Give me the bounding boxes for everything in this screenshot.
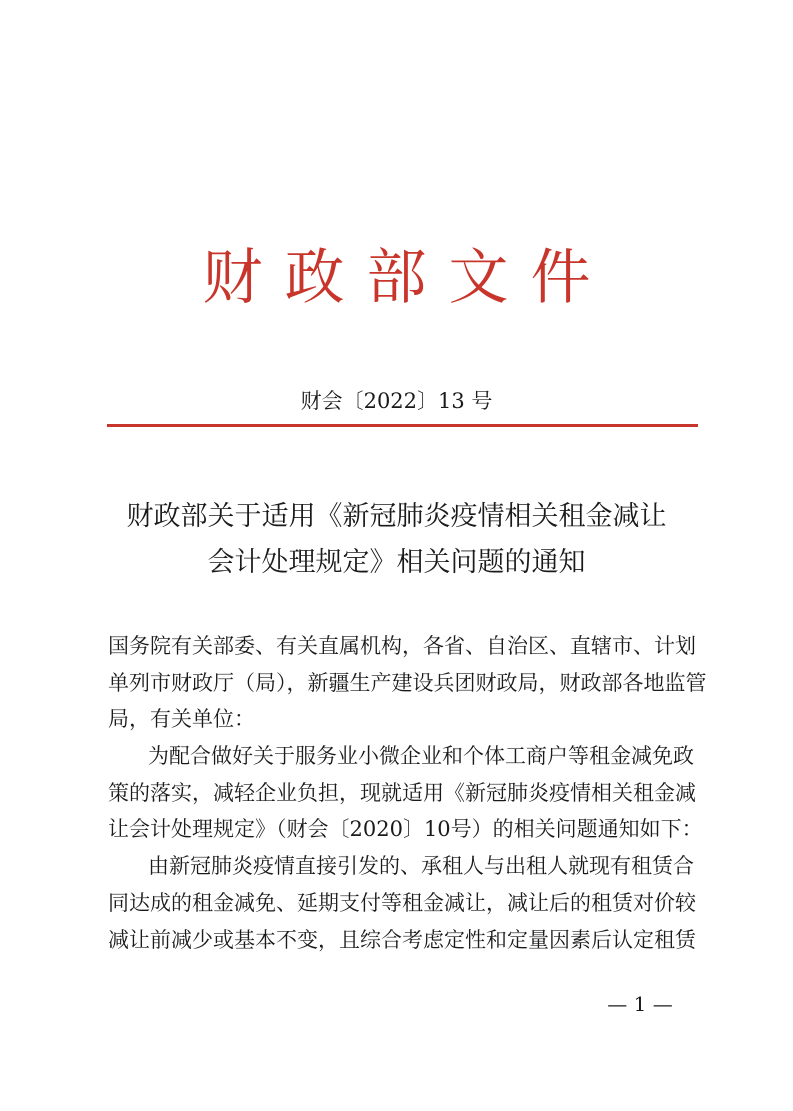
masthead-text: 财政部文件 <box>202 243 613 313</box>
page-number: — 1 — <box>607 992 673 1016</box>
title-line: 财政部关于适用《新冠肺炎疫情相关租金减让 <box>126 501 667 532</box>
document-number: 财会〔2022〕13 号 <box>300 389 493 413</box>
addressee-line: 单列市财政厅（局），新疆生产建设兵团财政局，财政部各地监管 <box>108 670 707 695</box>
paragraph-line: 策的落实，减轻企业负担，现就适用《新冠肺炎疫情相关租金减 <box>108 780 696 805</box>
paragraph-line: 让会计处理规定》（财会〔2020〕10号）的相关问题通知如下： <box>108 817 703 842</box>
paragraph-line: 由新冠肺炎疫情直接引发的、承租人与出租人就现有租赁合 <box>148 854 694 879</box>
paragraph-line: 减让前减少或基本不变，且综合考虑定性和定量因素后认定租赁 <box>108 927 696 952</box>
masthead <box>0 238 793 318</box>
paragraph-line: 同达成的租金减免、延期支付等租金减让，减让后的租赁对价较 <box>108 890 696 915</box>
document-title <box>90 494 703 586</box>
paragraph-line: 为配合做好关于服务业小微企业和个体工商户等租金减免政 <box>148 744 694 769</box>
addressee-line: 局，有关单位： <box>108 707 255 732</box>
red-divider-line <box>107 424 698 427</box>
addressee-line: 国务院有关部委、有关直属机构，各省、自治区、直辖市、计划 <box>108 634 696 658</box>
title-line: 会计处理规定》相关问题的通知 <box>207 547 586 578</box>
document-body <box>108 628 707 958</box>
